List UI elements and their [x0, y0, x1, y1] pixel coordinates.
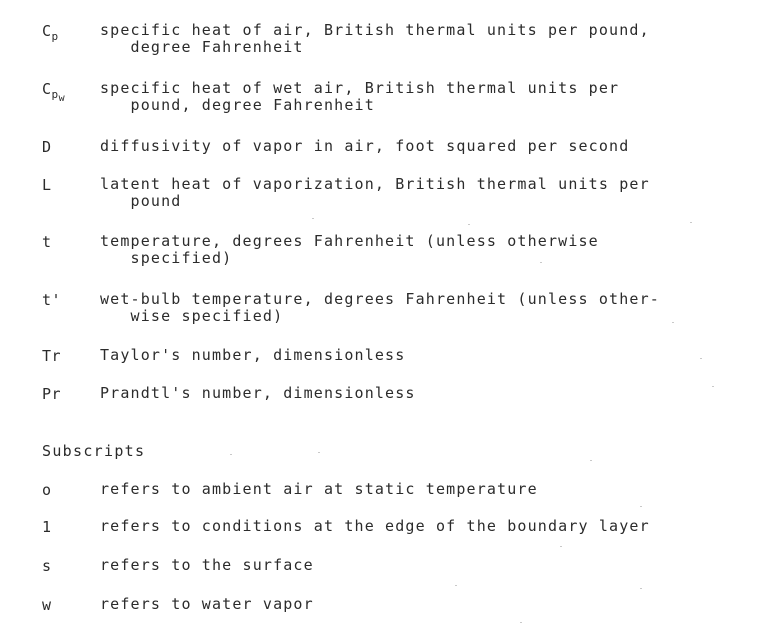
symbol-definition: latent heat of vaporization, British thermal units per pound	[100, 175, 650, 210]
symbol-definition: diffusivity of vapor in air, foot squared per second	[100, 137, 630, 155]
symbol-label: Tr	[42, 347, 62, 365]
scan-speck	[230, 454, 232, 455]
symbol-label: $C_{p_w}$	[42, 80, 66, 104]
subscript-definition: refers to conditions at the edge of the boundary layer	[100, 517, 650, 535]
symbol-label: $C_p$	[42, 22, 59, 43]
subscript-label: 1	[42, 518, 52, 536]
scan-speck	[640, 588, 642, 589]
scan-speck	[312, 218, 314, 219]
scan-speck	[640, 506, 642, 507]
subscript-definition: refers to water vapor	[100, 595, 314, 613]
scan-speck	[560, 546, 562, 547]
scan-speck	[520, 622, 522, 623]
scan-speck	[468, 224, 470, 225]
subscript-label: w	[42, 596, 52, 614]
subscripts-heading: Subscripts	[42, 442, 146, 460]
symbol-label: Pr	[42, 385, 62, 403]
scan-speck	[590, 460, 592, 461]
scan-speck	[712, 386, 714, 387]
subscript-definition: refers to ambient air at static temperature	[100, 480, 538, 498]
scan-speck	[690, 222, 692, 223]
subscript-label: o	[42, 481, 52, 499]
symbol-label: L	[42, 176, 52, 194]
scan-speck	[455, 585, 457, 586]
symbol-label: D	[42, 138, 52, 156]
symbol-definition: wet-bulb temperature, degrees Fahrenheit (unless other- wise specified)	[100, 290, 660, 325]
scan-speck	[700, 358, 702, 359]
symbol-label: t	[42, 233, 52, 251]
scan-speck	[672, 322, 674, 323]
symbol-definition: temperature, degrees Fahrenheit (unless otherwise specified)	[100, 232, 599, 267]
scan-speck	[318, 452, 320, 453]
scan-speck	[540, 262, 542, 263]
symbol-label: t'	[42, 291, 62, 309]
subscript-label: s	[42, 557, 52, 575]
subscript-definition: refers to the surface	[100, 556, 314, 574]
symbol-definition: Prandtl's number, dimensionless	[100, 384, 416, 402]
symbol-definition: Taylor's number, dimensionless	[100, 346, 406, 364]
symbol-definition: specific heat of air, British thermal units per pound, degree Fahrenheit	[100, 21, 650, 56]
symbol-definition: specific heat of wet air, British thermal units per pound, degree Fahrenheit	[100, 79, 620, 114]
